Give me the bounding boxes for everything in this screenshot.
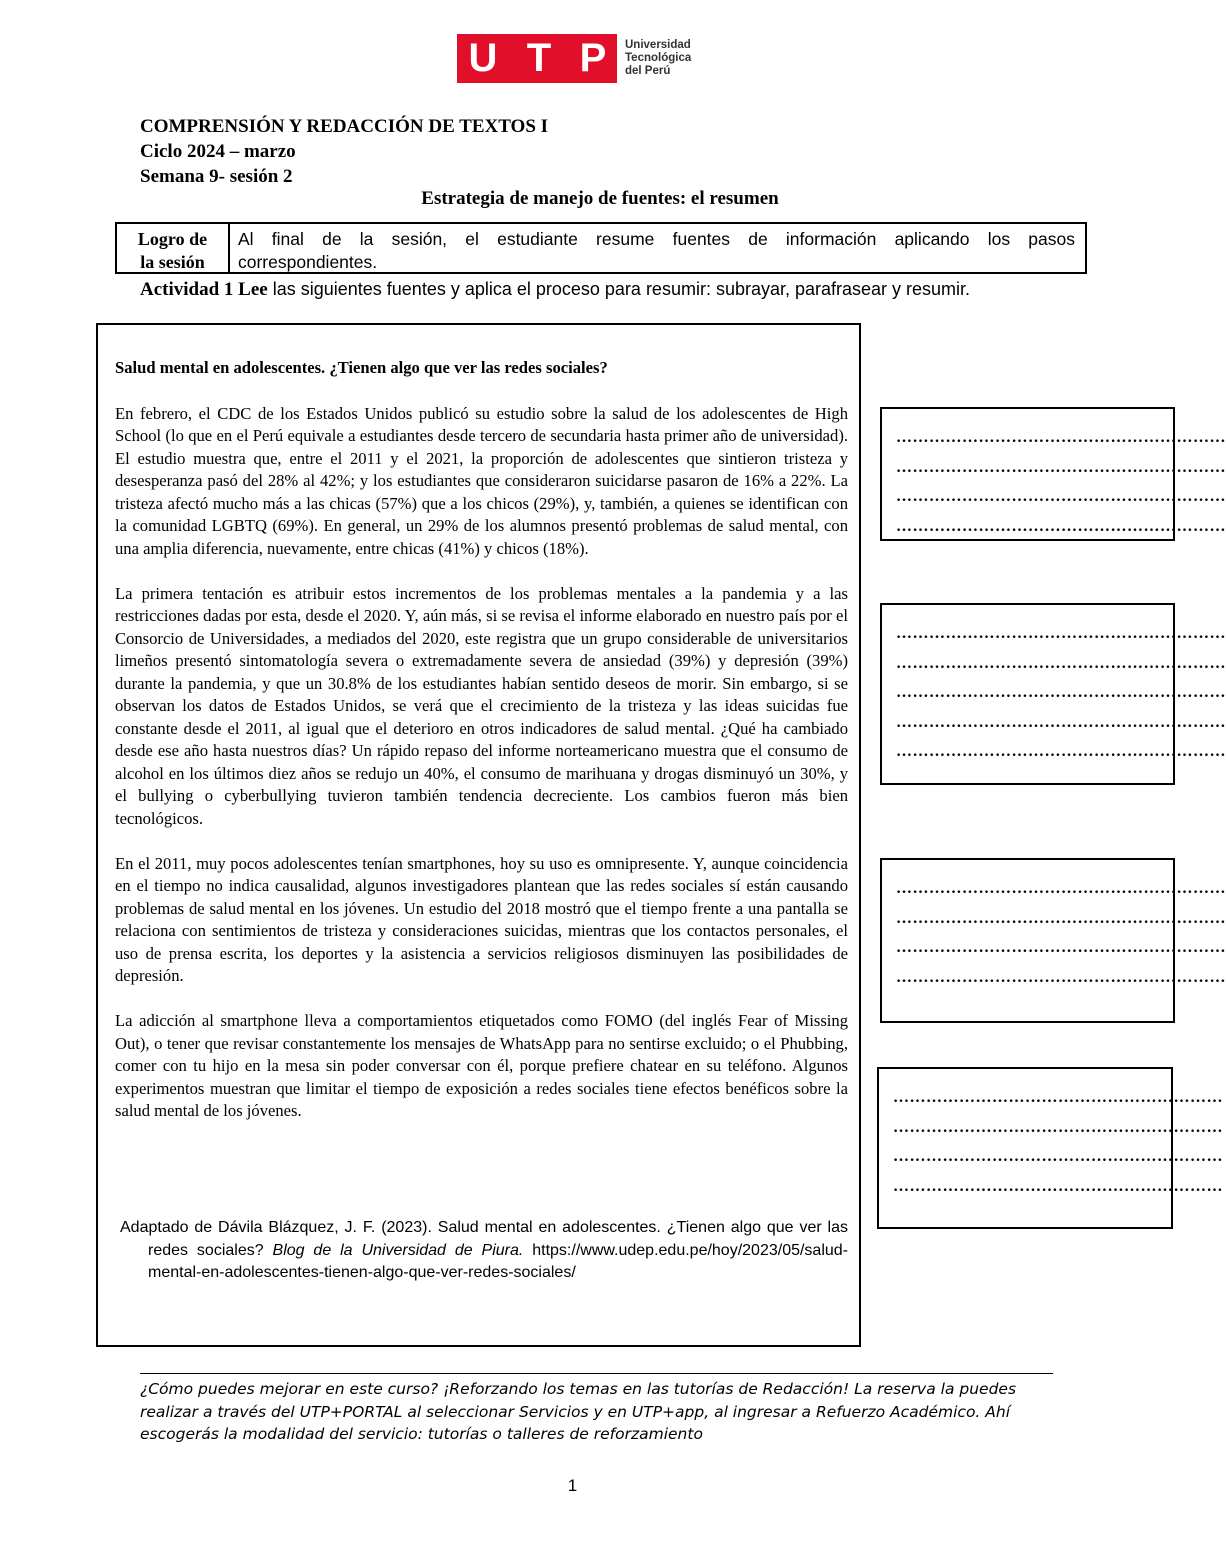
article-box <box>96 323 861 1347</box>
utp-logo <box>457 34 691 83</box>
activity-text: las siguientes fuentes y aplica el proceso para resumir: subrayar, parafrasear y resumir. <box>267 279 971 299</box>
logo-letter-p: P <box>569 34 617 83</box>
cycle-label: Ciclo 2024 – marzo <box>140 141 296 162</box>
course-title: COMPRENSIÓN Y REDACCIÓN DE TEXTOS I <box>140 116 549 137</box>
summary-note-box-3[interactable] <box>880 858 1226 1023</box>
note-line: …………………………………………………… <box>896 880 1226 897</box>
note-line: …………………………………………………… <box>893 1148 1223 1165</box>
note-line: …………………………………………………… <box>896 684 1226 701</box>
article-title: Salud mental en adolescentes. ¿Tienen algo que ver las redes sociales? <box>115 358 608 377</box>
summary-note-box-1[interactable] <box>880 407 1226 541</box>
reference-blog-name: Blog de la Universidad de Piura. <box>272 1241 524 1259</box>
activity-label: Actividad 1 Lee <box>140 279 268 300</box>
activity-instruction <box>140 279 970 301</box>
logro-table <box>115 222 1087 274</box>
article-paragraph-4: La adicción al smartphone lleva a comportamientos etiquetados como FOMO (del inglés Fear of Missing Out), o tener que revisar constantemente los mensajes de WhatsApp para no sentirse excluido; o el Phubbing, comer con tu hijo en la mesa sin poder conversar con él, porque prefiere chatear en su teléfono. Algunos experimentos muestran que limitar el tiempo de exposición a redes sociales tiene efectos benéficos sobre la salud mental de los jóvenes. <box>115 1011 848 1120</box>
summary-note-box-2[interactable] <box>880 603 1226 785</box>
note-line: …………………………………………………… <box>896 909 1226 927</box>
note-line: …………………………………………………… <box>896 713 1226 731</box>
session-title: Estrategia de manejo de fuentes: el resumen <box>421 188 779 209</box>
article-paragraph-2: La primera tentación es atribuir estos incrementos de los problemas mentales a la pandemia y a las restricciones dadas por esta, desde el 2020. Y, aún más, si se revisa el informe elaborado en nuestro país por el Consorcio de Universidades, a mediados del 2020, este registra que un grupo considerable de universitarios limeños presentó sintomatología severa o extremadamente severa de ansiedad (39%) y depresión (39%) durante la pandemia, y que un 30.8% de los estudiantes habían sentido deseos de morir. Sin embargo, si se observan los datos de Estados Unidos, se verá que el crecimiento de la tristeza y las ideas suicidas fue constante desde el 2011, al igual que el deterioro en otros indicadores de salud mental. ¿Qué ha cambiado desde ese año hasta nuestros días? Un rápido repaso del informe norteamericano muestra que el consumo de alcohol en los últimos diez años se redujo un 40%, el consumo de marihuana y drogas disminuyó un 30%, y el bullying o cyberbullying tuvieron también tendencia decreciente. Los cambios fueron más bien tecnológicos. <box>115 583 848 828</box>
note-line: …………………………………………………… <box>893 1089 1223 1106</box>
logo-wordmark: Universidad Tecnológica del Perú <box>625 39 692 77</box>
note-line: …………………………………………………… <box>896 968 1226 986</box>
page-number: 1 <box>567 1476 578 1495</box>
note-line: …………………………………………………… <box>896 625 1226 642</box>
note-line: …………………………………………………… <box>896 517 1226 535</box>
footer-note: ¿Cómo puedes mejorar en este curso? ¡Reforzando los temas en las tutorías de Redacción! La reserva la puedes realizar a través del UTP+PORTAL al seleccionar Servicios y en UTP+app, al ingresar a Refuerzo Académico. Ahí escogerás la modalidad del servicio: tutorías o talleres de reforzamiento <box>140 1380 1017 1443</box>
note-line: …………………………………………………… <box>896 939 1226 956</box>
summary-note-box-4[interactable] <box>877 1067 1223 1229</box>
logro-text: Al final de la sesión, el estudiante resume fuentes de información aplicando los pasos correspondientes. <box>238 229 1075 272</box>
article-reference: Adaptado de Dávila Blázquez, J. F. (2023). Salud mental en adolescentes. ¿Tienen algo que ver las redes sociales? Blog de la Universidad de Piura. https://www.udep.edu.pe/hoy/2023/05/salud-mental-en-adolescentes-tienen-algo-que-ver-redes-sociales/ <box>120 1219 849 1281</box>
note-line: …………………………………………………… <box>896 488 1226 505</box>
utp-logo-mark <box>457 34 617 83</box>
note-line: …………………………………………………… <box>896 743 1226 760</box>
reference-url[interactable]: https://www.udep.edu.pe/hoy/2023/05/salud-mental-en-adolescentes-tienen-algo-que-ver-redes-sociales/ <box>148 1241 849 1281</box>
logo-letter-u: U <box>457 34 509 83</box>
note-line: …………………………………………………… <box>896 429 1226 446</box>
logro-label: Logro de la sesión <box>117 224 230 272</box>
article-paragraph-1: En febrero, el CDC de los Estados Unidos publicó su estudio sobre la salud de los adolescentes de High School (lo que en el Perú equivale a estudiantes desde tercero de secundaria hasta primer año de universidad). El estudio muestra que, entre el 2011 y el 2021, la proporción de adolescentes que sintieron tristeza y desesperanza pasó del 28% al 42%; y los estudiantes que consideraron suicidarse pasaron de 16% a 22%. La tristeza afectó mucho más a las chicas (57%) que a los chicos (29%), y, también, a quienes se identifican con la comunidad LGBTQ (69%). En general, un 29% de los alumnos presentó problemas de salud mental, con una amplia diferencia, nuevamente, entre chicas (41%) y chicos (18%). <box>115 403 848 558</box>
article <box>115 357 848 1145</box>
document-header <box>140 114 548 189</box>
note-line: …………………………………………………… <box>893 1177 1223 1195</box>
logo-letter-t: T <box>513 34 565 83</box>
note-line: …………………………………………………… <box>893 1118 1223 1136</box>
article-paragraph-3: En el 2011, muy pocos adolescentes tenían smartphones, hoy su uso es omnipresente. Y, aunque coincidencia en el tiempo no indica causalidad, algunos investigadores plantean que las redes sociales sí están causando problemas de salud mental en los jóvenes. Un estudio del 2018 mostró que el tiempo frente a una pantalla se relaciona con sentimientos de tristeza y consideraciones suicidas, mientras que los contactos personales, el uso de prensa escrita, los deportes y la asistencia a servicios religiosos disminuyen las posibilidades de depresión. <box>115 853 848 985</box>
week-label: Semana 9- sesión 2 <box>140 166 293 187</box>
note-line: …………………………………………………… <box>896 458 1226 476</box>
footer-divider <box>140 1373 1053 1374</box>
note-line: …………………………………………………… <box>896 654 1226 672</box>
